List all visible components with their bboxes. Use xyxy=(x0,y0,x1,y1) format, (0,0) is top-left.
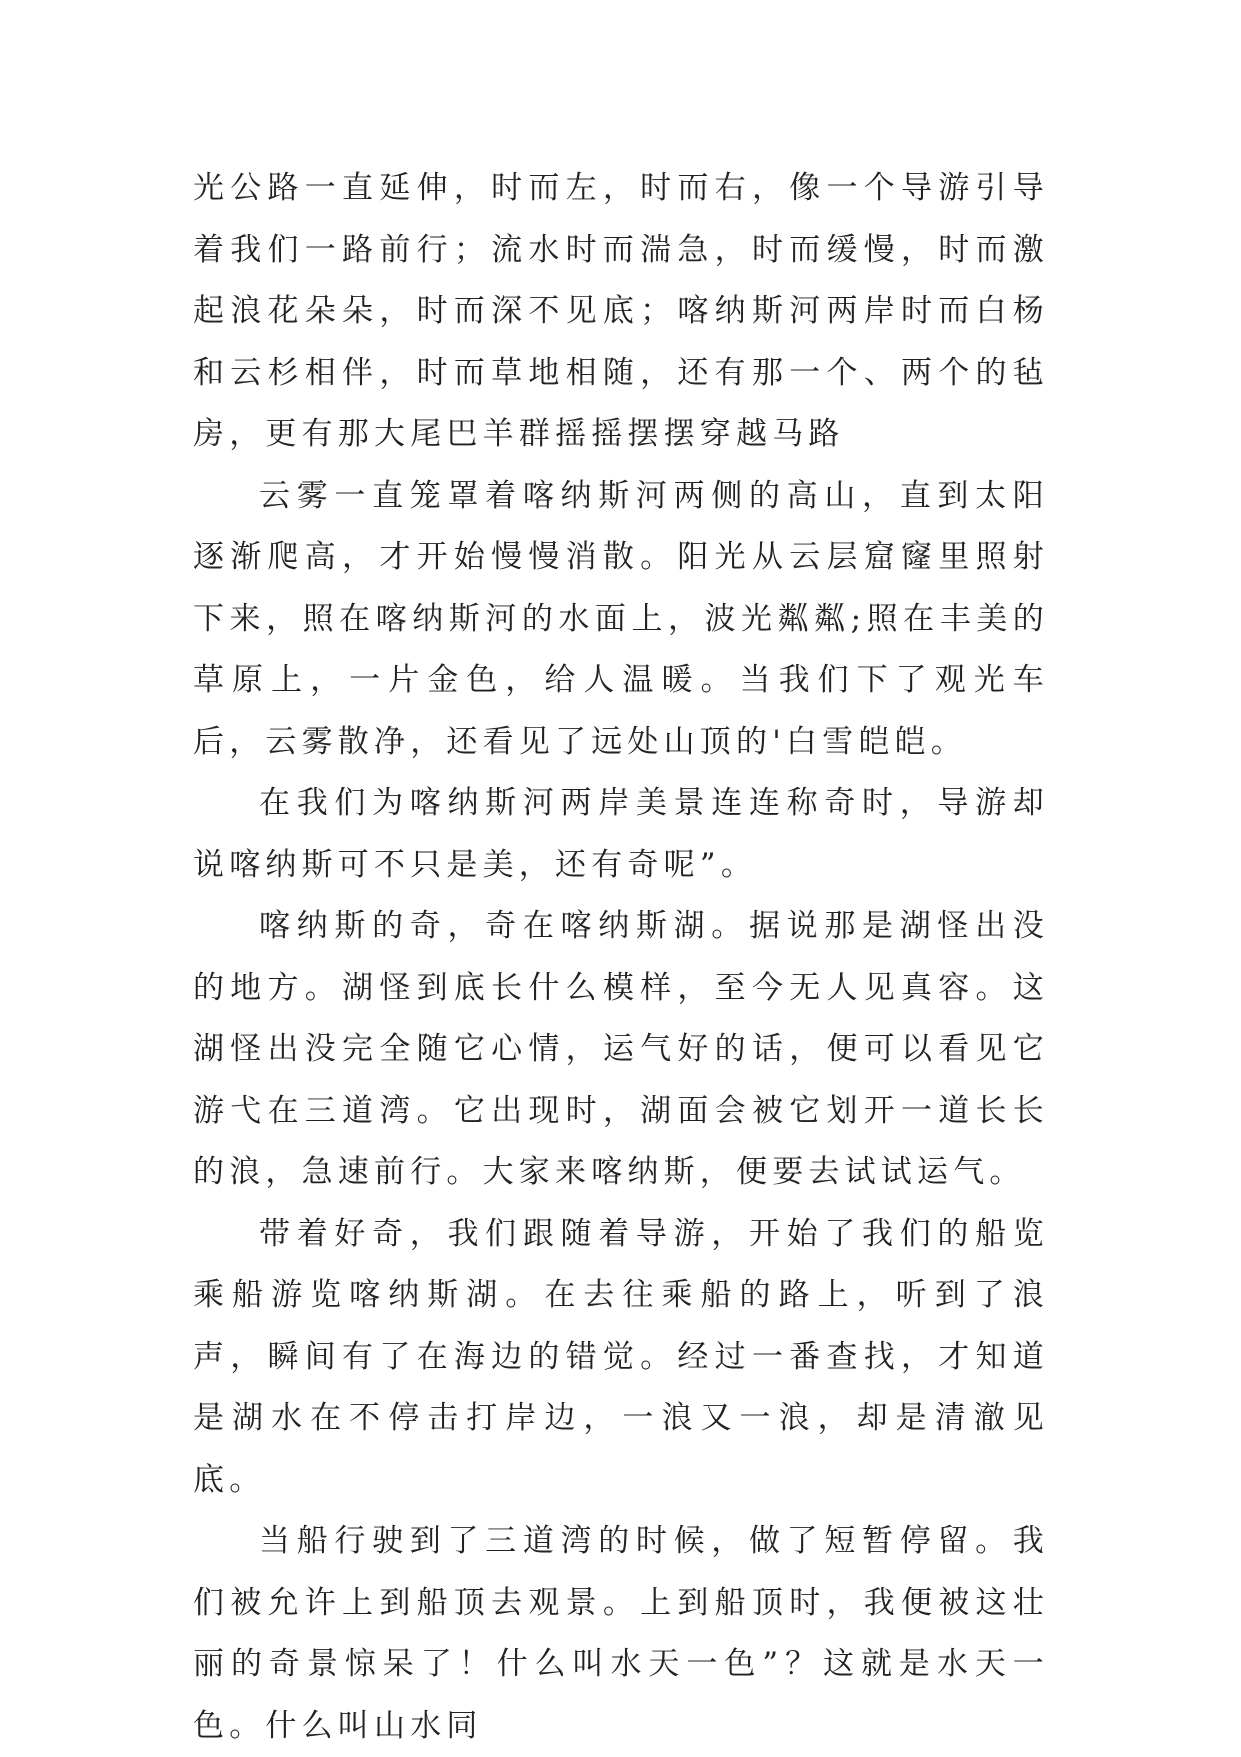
paragraph-2: 云雾一直笼罩着喀纳斯河两侧的高山，直到太阳逐渐爬高，才开始慢慢消散。阳光从云层窟窿里照射下来，照在喀纳斯河的水面上，波光粼粼;照在丰美的草原上，一片金色，给人温暖。当我们下了观光车后，云雾散净，还看见了远处山顶的'白雪皑皑。 xyxy=(193,477,1049,760)
paragraph-3: 在我们为喀纳斯河两岸美景连连称奇时，导游却说喀纳斯可不只是美，还有奇呢”。 xyxy=(193,785,1049,883)
paragraph-5: 带着好奇，我们跟随着导游，开始了我们的船览乘船游览喀纳斯湖。在去往乘船的路上，听到了浪声，瞬间有了在海边的错觉。经过一番查找，才知道是湖水在不停击打岸边，一浪又一浪，却是清澈见底。 xyxy=(193,1215,1049,1498)
paragraph-6: 当船行驶到了三道湾的时候，做了短暂停留。我们被允许上到船顶去观景。上到船顶时，我便被这壮丽的奇景惊呆了！什么叫水天一色”？这就是水天一色。什么叫山水同 xyxy=(193,1523,1049,1744)
document-body xyxy=(193,158,1049,1757)
paragraph-1: 光公路一直延伸，时而左，时而右，像一个导游引导着我们一路前行；流水时而湍急，时而缓慢，时而激起浪花朵朵，时而深不见底；喀纳斯河两岸时而白杨和云杉相伴，时而草地相随，还有那一个、两个的毡房，更有那大尾巴羊群摇摇摆摆穿越马路 xyxy=(193,170,1049,452)
paragraph-4: 喀纳斯的奇，奇在喀纳斯湖。据说那是湖怪出没的地方。湖怪到底长什么模样，至今无人见真容。这湖怪出没完全随它心情，运气好的话，便可以看见它游弋在三道湾。它出现时，湖面会被它划开一道长长的浪，急速前行。大家来喀纳斯，便要去试试运气。 xyxy=(193,908,1049,1190)
